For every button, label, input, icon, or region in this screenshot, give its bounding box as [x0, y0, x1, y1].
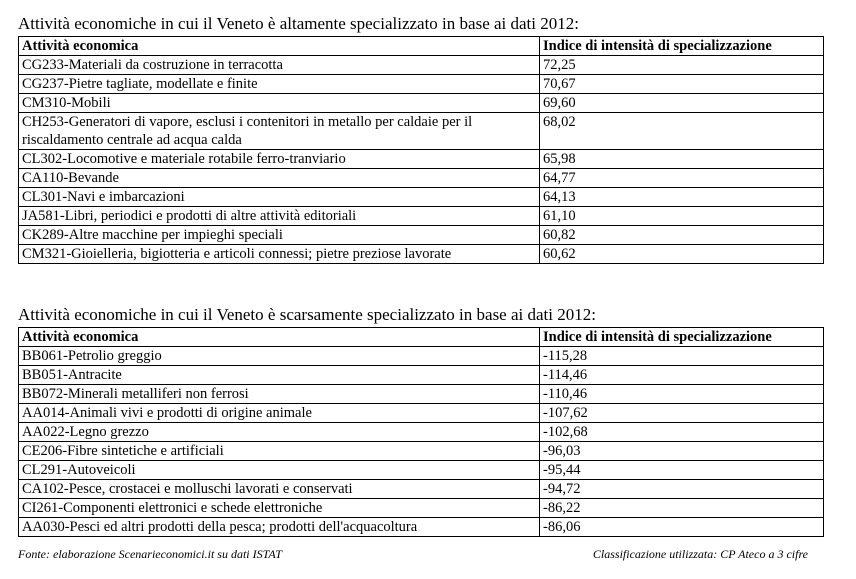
index-value-cell: 70,67: [540, 75, 824, 94]
activity-cell: BB061-Petrolio greggio: [19, 347, 540, 366]
footer-source-note: Fonte: elaborazione Scenarieconomici.it su dati ISTAT: [18, 547, 282, 561]
index-value-cell: -96,03: [540, 442, 824, 461]
high-specialization-table: [18, 36, 824, 264]
index-value-cell: -95,44: [540, 461, 824, 480]
activity-cell: CK289-Altre macchine per impieghi speciali: [19, 226, 540, 245]
table-header-row: [19, 328, 824, 347]
index-value-cell: 60,62: [540, 245, 824, 264]
table-body: [19, 347, 824, 537]
table-row: [19, 56, 824, 75]
column-header-index: Indice di intensità di specializzazione: [540, 37, 824, 56]
table-row: [19, 347, 824, 366]
activity-cell: CI261-Componenti elettronici e schede elettroniche: [19, 499, 540, 518]
footer-classification-note: Classificazione utilizzata: CP Ateco a 3 cifre: [592, 547, 808, 561]
activity-cell: CL291-Autoveicoli: [19, 461, 540, 480]
column-header-activity: Attività economica: [19, 37, 540, 56]
activity-cell: CH253-Generatori di vapore, esclusi i contenitori in metallo per caldaie per il riscaldamento centrale ad acqua calda: [19, 113, 540, 150]
table-row: [19, 113, 824, 150]
index-value-cell: -110,46: [540, 385, 824, 404]
index-value-cell: -86,22: [540, 499, 824, 518]
index-value-cell: 60,82: [540, 226, 824, 245]
table-row: [19, 245, 824, 264]
column-header-activity: Attività economica: [19, 328, 540, 347]
index-value-cell: -115,28: [540, 347, 824, 366]
section-high-title: Attività economiche in cui il Veneto è altamente specializzato in base ai dati 2012:: [18, 14, 579, 33]
table-row: [19, 404, 824, 423]
index-value-cell: 64,77: [540, 169, 824, 188]
table-row: [19, 385, 824, 404]
activity-cell: JA581-Libri, periodici e prodotti di altre attività editoriali: [19, 207, 540, 226]
table-body: [19, 56, 824, 264]
activity-cell: CL302-Locomotive e materiale rotabile ferro-tranviario: [19, 150, 540, 169]
index-value-cell: 65,98: [540, 150, 824, 169]
activity-cell: CM321-Gioielleria, bigiotteria e articoli connessi; pietre preziose lavorate: [19, 245, 540, 264]
table-row: [19, 94, 824, 113]
table-row: [19, 150, 824, 169]
column-header-index: Indice di intensità di specializzazione: [540, 328, 824, 347]
activity-cell: CG237-Pietre tagliate, modellate e finite: [19, 75, 540, 94]
index-value-cell: 68,02: [540, 113, 824, 150]
table-row: [19, 169, 824, 188]
activity-cell: CA102-Pesce, crostacei e molluschi lavorati e conservati: [19, 480, 540, 499]
table-row: [19, 423, 824, 442]
index-value-cell: -114,46: [540, 366, 824, 385]
table-row: [19, 75, 824, 94]
table-row: [19, 226, 824, 245]
table-row: [19, 499, 824, 518]
activity-cell: BB072-Minerali metalliferi non ferrosi: [19, 385, 540, 404]
table-row: [19, 366, 824, 385]
index-value-cell: 61,10: [540, 207, 824, 226]
activity-cell: CE206-Fibre sintetiche e artificiali: [19, 442, 540, 461]
activity-cell: CG233-Materiali da costruzione in terracotta: [19, 56, 540, 75]
activity-cell: CM310-Mobili: [19, 94, 540, 113]
activity-cell: BB051-Antracite: [19, 366, 540, 385]
index-value-cell: -94,72: [540, 480, 824, 499]
activity-cell: CL301-Navi e imbarcazioni: [19, 188, 540, 207]
table-row: [19, 461, 824, 480]
activity-cell: CA110-Bevande: [19, 169, 540, 188]
index-value-cell: -86,06: [540, 518, 824, 537]
index-value-cell: 64,13: [540, 188, 824, 207]
table-row: [19, 207, 824, 226]
index-value-cell: 72,25: [540, 56, 824, 75]
activity-cell: AA014-Animali vivi e prodotti di origine animale: [19, 404, 540, 423]
table-row: [19, 188, 824, 207]
index-value-cell: -102,68: [540, 423, 824, 442]
index-value-cell: 69,60: [540, 94, 824, 113]
table-row: [19, 442, 824, 461]
table-row: [19, 518, 824, 537]
activity-cell: AA022-Legno grezzo: [19, 423, 540, 442]
table-row: [19, 480, 824, 499]
table-header-row: [19, 37, 824, 56]
index-value-cell: -107,62: [540, 404, 824, 423]
section-low-title: Attività economiche in cui il Veneto è scarsamente specializzato in base ai dati 2012:: [18, 305, 596, 324]
low-specialization-table: [18, 327, 824, 537]
activity-cell: AA030-Pesci ed altri prodotti della pesca; prodotti dell'acquacoltura: [19, 518, 540, 537]
